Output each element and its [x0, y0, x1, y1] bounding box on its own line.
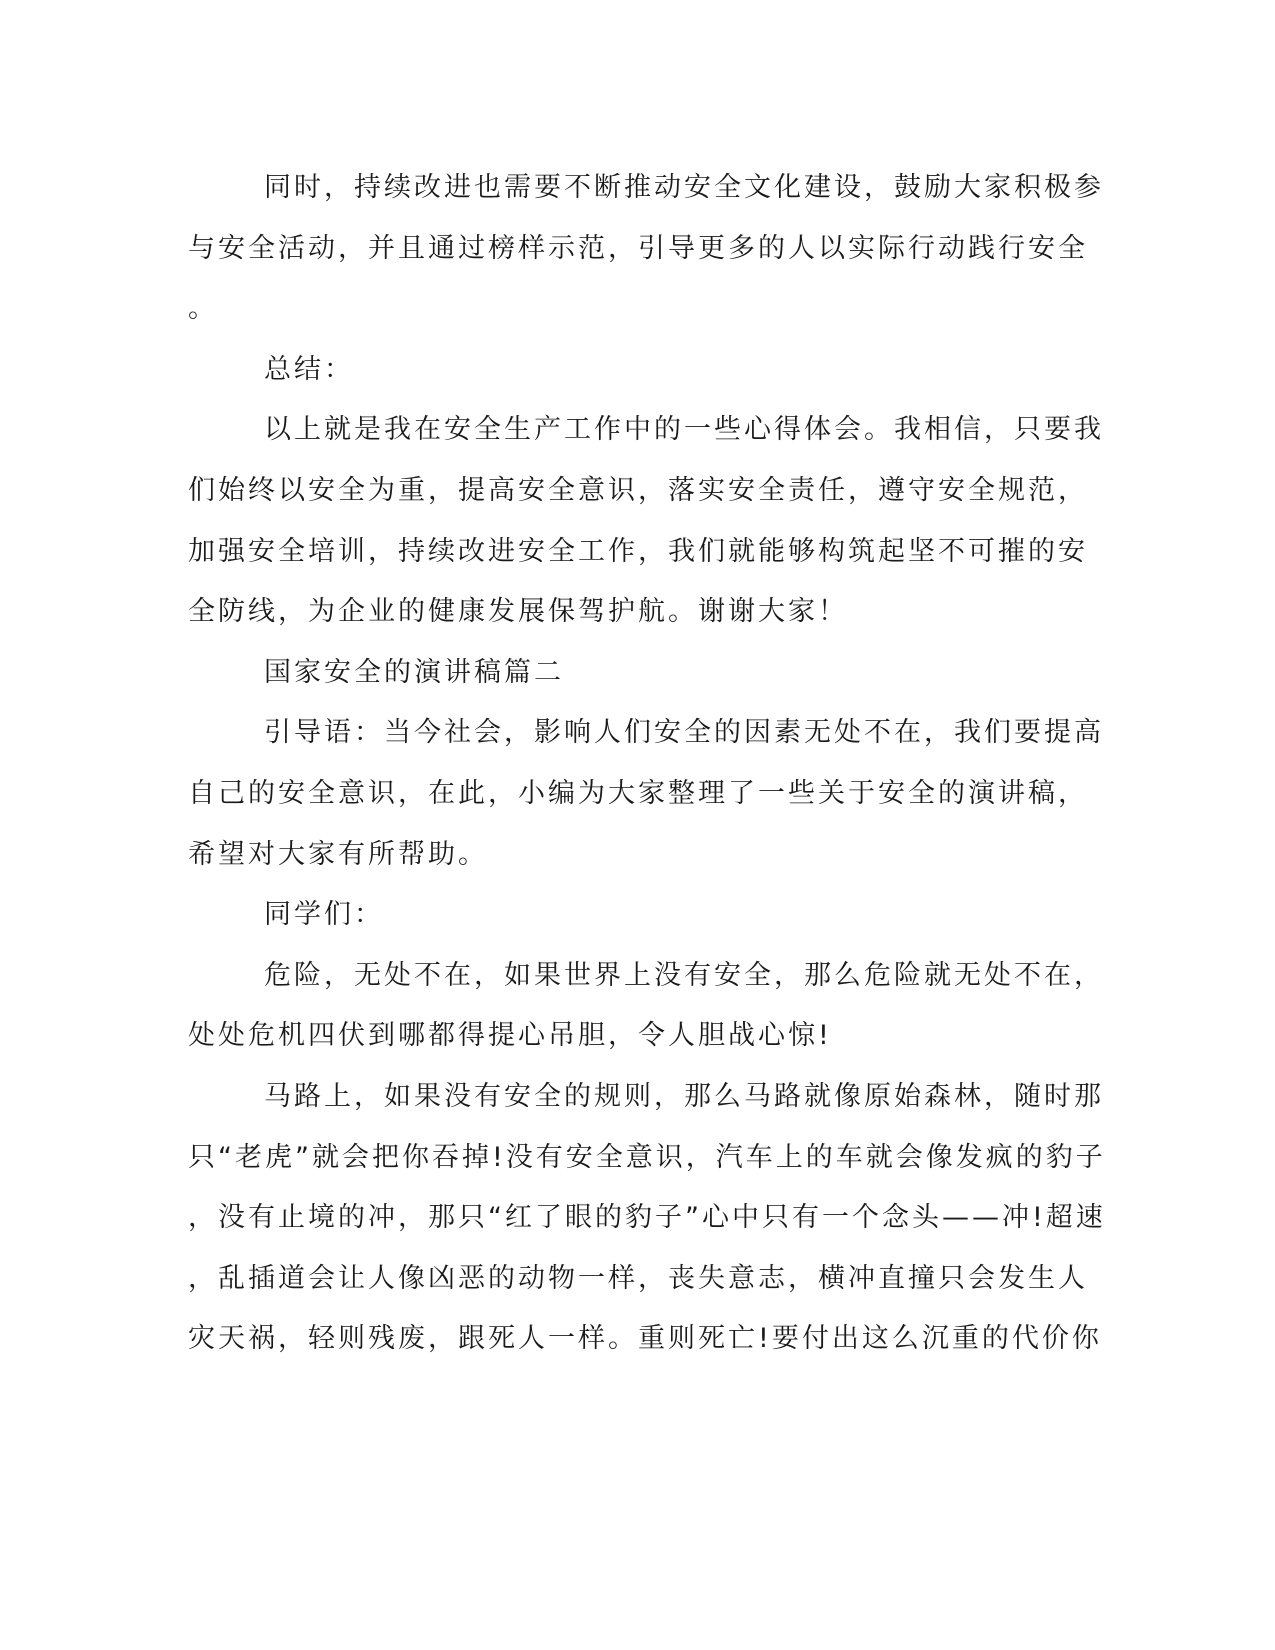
- text-line: 危险，无处不在，如果世界上没有安全，那么危险就无处不在，: [264, 959, 1104, 991]
- text-line: 加强安全培训，持续改进安全工作，我们就能够构筑起坚不可摧的安: [188, 535, 1088, 567]
- text-line: 只“老虎”就会把你吞掉!没有安全意识，汽车上的车就会像发疯的豹子: [188, 1141, 1106, 1173]
- text-line: 处处危机四伏到哪都得提心吊胆，令人胆战心惊!: [188, 1020, 832, 1052]
- text-line: 同学们：: [264, 899, 384, 931]
- text-line: ，乱插道会让人像凶恶的动物一样，丧失意志，横冲直撞只会发生人: [188, 1262, 1088, 1294]
- text-line: ，没有止境的冲，那只“红了眼的豹子”心中只有一个念头——冲!超速: [188, 1202, 1106, 1234]
- text-line: 全防线，为企业的健康发展保驾护航。谢谢大家！: [188, 596, 848, 628]
- text-line: 引导语：当今社会，影响人们安全的因素无处不在，我们要提高: [264, 717, 1104, 749]
- text-line: 自己的安全意识，在此，小编为大家整理了一些关于安全的演讲稿，: [188, 777, 1088, 809]
- document-body: [188, 158, 1106, 1370]
- text-line: 以上就是我在安全生产工作中的一些心得体会。我相信，只要我: [264, 414, 1104, 446]
- text-line: 希望对大家有所帮助。: [188, 838, 488, 870]
- text-line: 总结：: [264, 353, 354, 385]
- text-line: 国家安全的演讲稿篇二: [264, 656, 564, 688]
- text-line: 灾天祸，轻则残废，跟死人一样。重则死亡!要付出这么沉重的代价你: [188, 1323, 1102, 1355]
- text-line: 马路上，如果没有安全的规则，那么马路就像原始森林，随时那: [264, 1080, 1104, 1112]
- text-line: 与安全活动，并且通过榜样示范，引导更多的人以实际行动践行安全: [188, 232, 1088, 264]
- text-line: 。: [188, 293, 218, 325]
- text-line: 同时，持续改进也需要不断推动安全文化建设，鼓励大家积极参: [264, 172, 1104, 203]
- text-line: 们始终以安全为重，提高安全意识，落实安全责任，遵守安全规范，: [188, 474, 1088, 506]
